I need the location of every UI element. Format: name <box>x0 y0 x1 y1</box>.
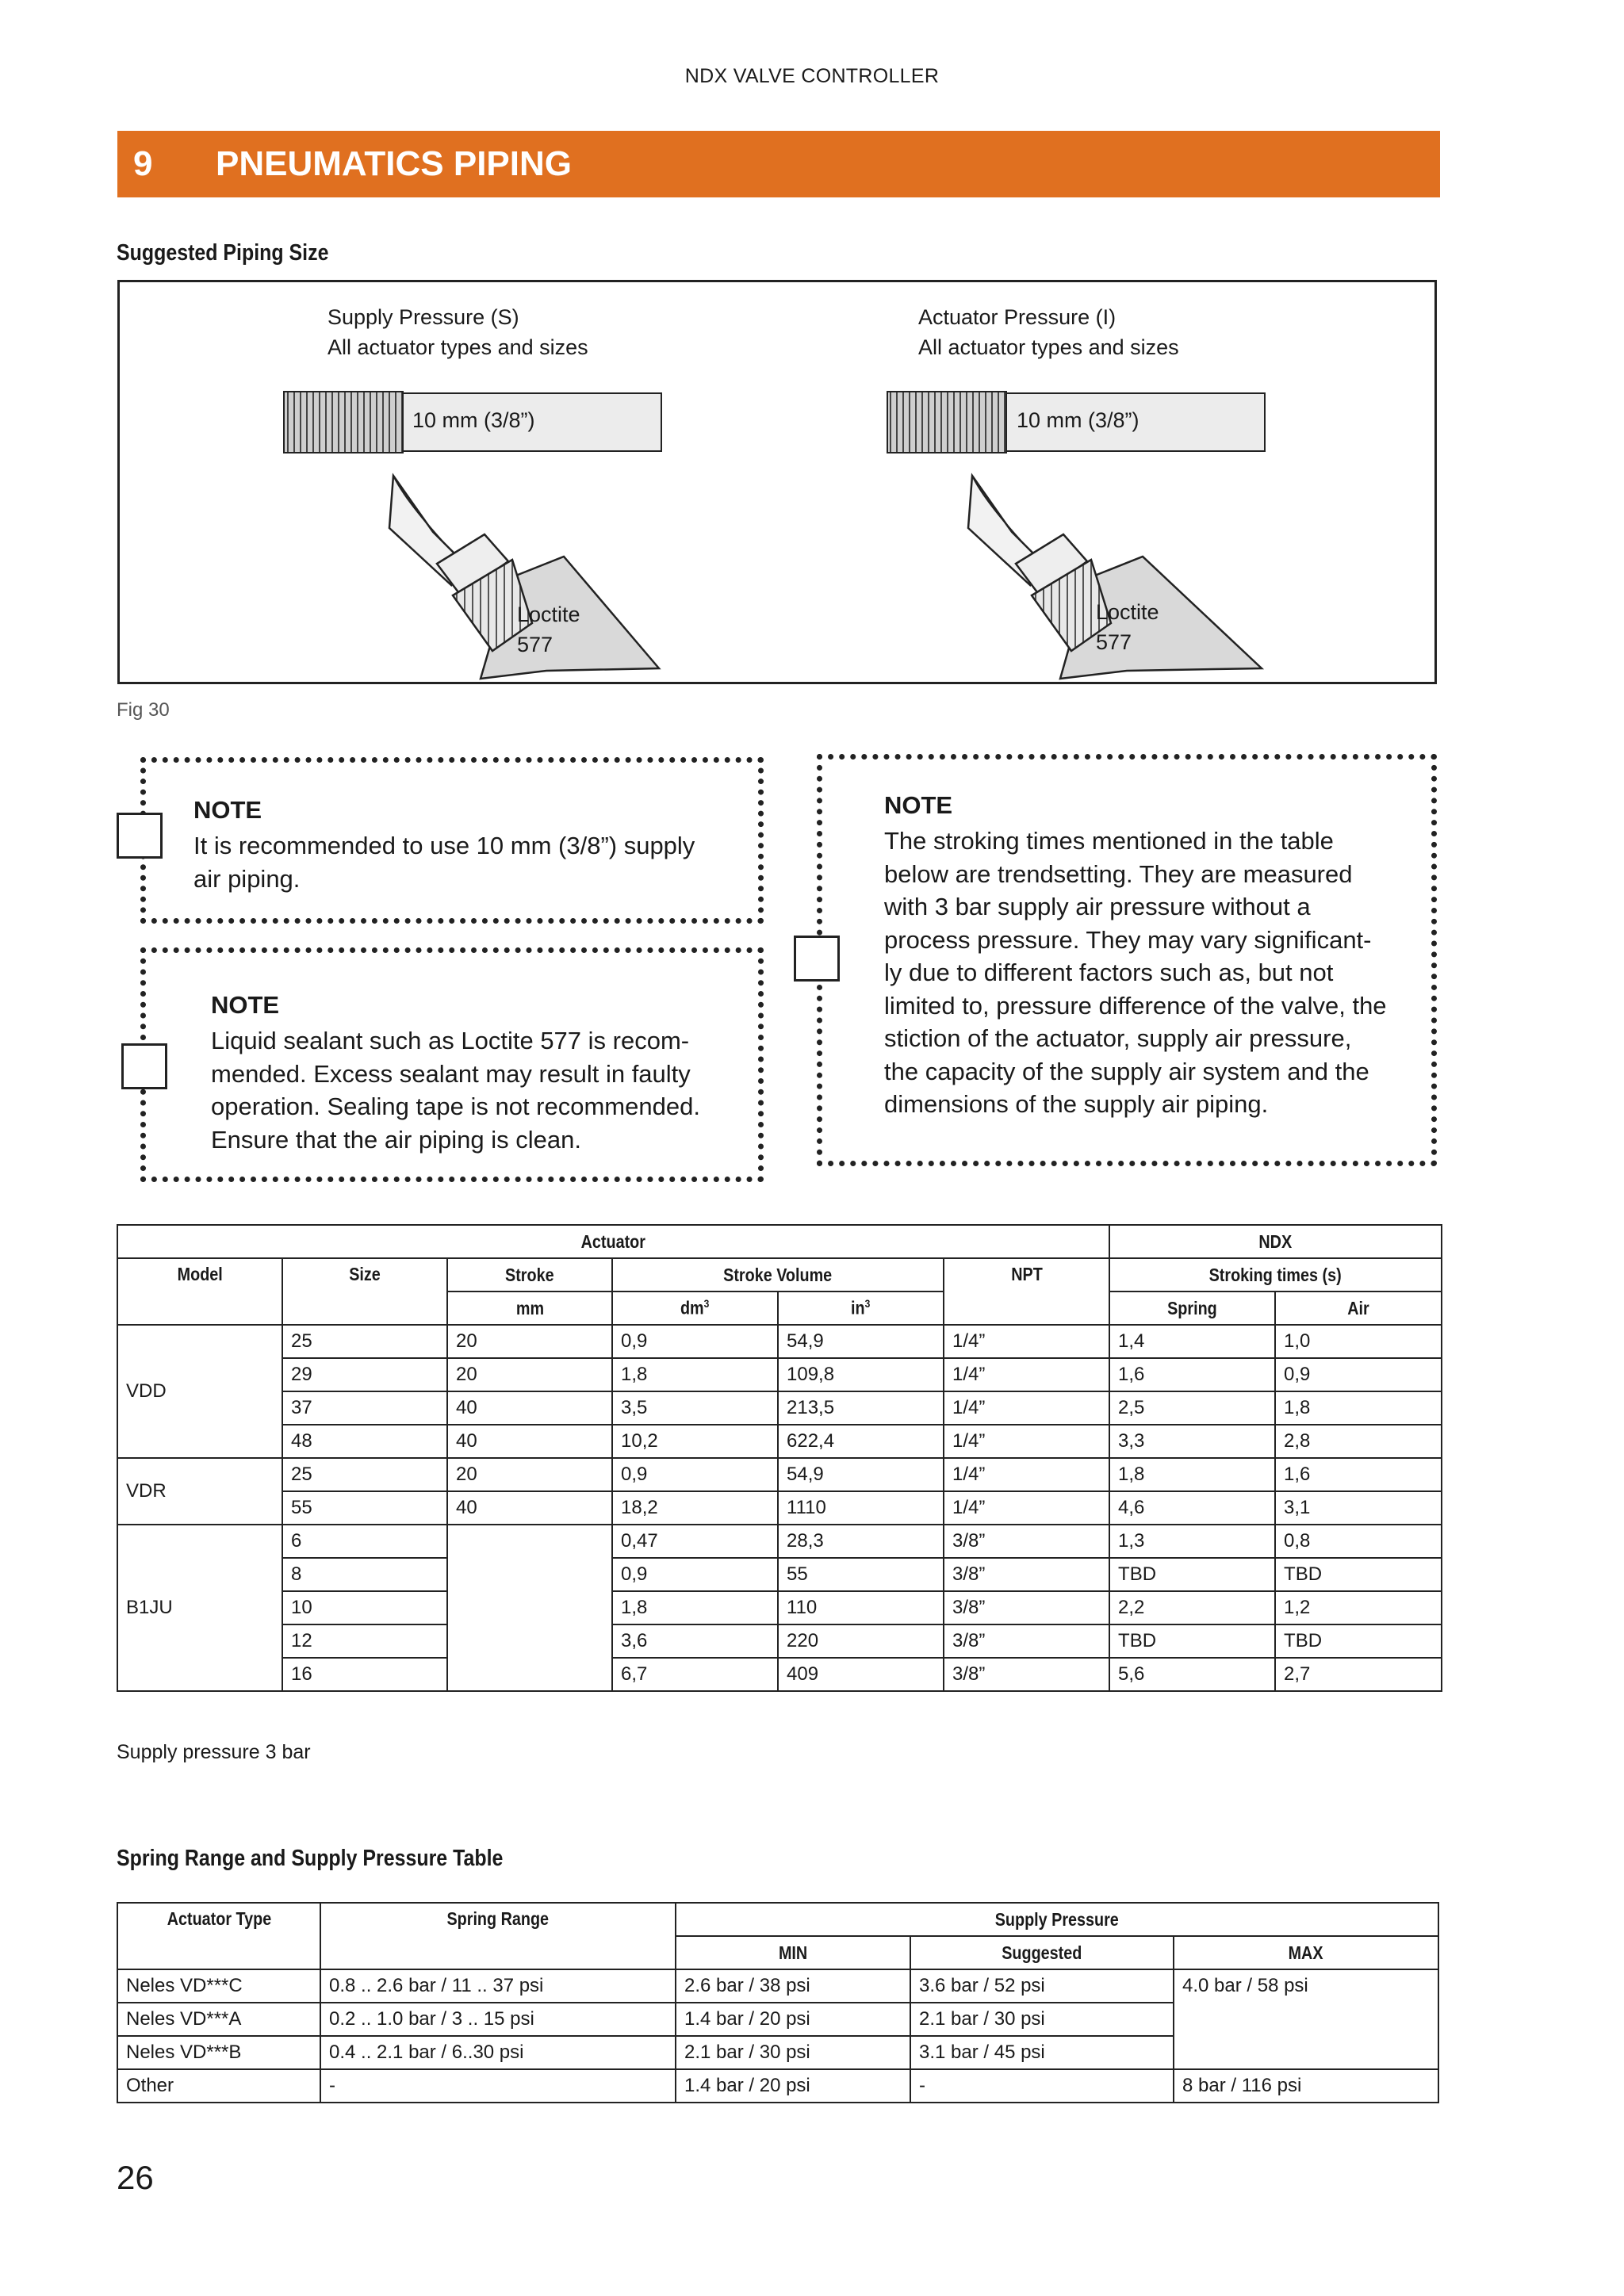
table-cell: 20 <box>447 1325 612 1358</box>
right-loctite-label: Loctite 577 <box>1096 600 1159 654</box>
table-cell: 48 <box>282 1425 447 1458</box>
table-row <box>117 1425 1442 1458</box>
spring-range-table: Actuator Type Spring Range Supply Pressure MIN Suggested MAX Neles VD***C 0.8 .. 2.6 bar / 11 .. 37 psi 2.6 bar / 38 psi 3.6 bar / 52 psi 4.0 bar / 58 psi Neles VD***A 0.2 .. 1.0 bar / 3 .. 15 psi 1.4 bar / 20 psi 2.1 bar / 30 psi Neles VD***B 0.4 .. 2.1 bar / 6..30 psi 2.1 bar / 30 psi 3.1 bar / 45 psi Other - 1.4 bar / 20 psi - 8 bar / 116 psi <box>117 1902 1439 2103</box>
table-cell: 622,4 <box>778 1425 944 1458</box>
table-cell: 20 <box>447 1358 612 1391</box>
table-cell: 0,9 <box>1275 1358 1442 1391</box>
table-cell: 1,8 <box>1109 1458 1275 1491</box>
table-cell: 1/4” <box>944 1425 1109 1458</box>
table-cell: 28,3 <box>778 1525 944 1558</box>
table-cell: 2,2 <box>1109 1591 1275 1624</box>
piping-size-title: Suggested Piping Size <box>117 240 329 266</box>
table-row: Other - 1.4 bar / 20 psi - 8 bar / 116 psi <box>117 2069 1438 2103</box>
table-cell: 213,5 <box>778 1391 944 1425</box>
table-cell: TBD <box>1109 1624 1275 1658</box>
table-cell: 1,2 <box>1275 1591 1442 1624</box>
table-cell: 54,9 <box>778 1458 944 1491</box>
section-title: PNEUMATICS PIPING <box>216 144 573 183</box>
table-cell: 1,0 <box>1275 1325 1442 1358</box>
table-cell: 1,8 <box>612 1358 778 1391</box>
table-row <box>117 1624 1442 1658</box>
piping-figure <box>117 280 1437 684</box>
table-cell: 1110 <box>778 1491 944 1525</box>
table-cell: 3/8” <box>944 1591 1109 1624</box>
note-icon <box>121 1043 167 1089</box>
table-row <box>117 1325 1442 1358</box>
table-cell: 18,2 <box>612 1491 778 1525</box>
table-cell: 5,6 <box>1109 1658 1275 1691</box>
table-cell: TBD <box>1109 1558 1275 1591</box>
page-number: 26 <box>117 2159 154 2196</box>
table-footnote: Supply pressure 3 bar <box>117 1741 311 1763</box>
table-cell: 12 <box>282 1624 447 1658</box>
table-cell: 1,6 <box>1275 1458 1442 1491</box>
table-cell: 3/8” <box>944 1624 1109 1658</box>
table-cell: 1,6 <box>1109 1358 1275 1391</box>
table-cell: 54,9 <box>778 1325 944 1358</box>
table-cell: 2,8 <box>1275 1425 1442 1458</box>
table-cell: 3,3 <box>1109 1425 1275 1458</box>
table-cell: 109,8 <box>778 1358 944 1391</box>
table-cell: 6,7 <box>612 1658 778 1691</box>
table-cell: 40 <box>447 1491 612 1525</box>
table-cell: 4,6 <box>1109 1491 1275 1525</box>
table-cell: 40 <box>447 1391 612 1425</box>
fitting-illustration <box>120 282 1434 682</box>
table-cell: 220 <box>778 1624 944 1658</box>
table-row: Neles VD***A 0.2 .. 1.0 bar / 3 .. 15 psi 1.4 bar / 20 psi 2.1 bar / 30 psi <box>117 2003 1438 2036</box>
note-stroking-times: NOTE The stroking times mentioned in the table below are trendsetting. They are measured with 3 bar supply air pressure without a process pressure. They may vary significant- ly due to different factors such as, but not limited to, pressure difference of the valve, the stiction of the actuator, supply air pressure, the capacity of the supply air system and the dimensions of the supply air piping. <box>817 754 1437 1166</box>
table-cell: 25 <box>282 1458 447 1491</box>
table-cell: 1/4” <box>944 1458 1109 1491</box>
table-row <box>117 1658 1442 1691</box>
stroke-cell <box>447 1525 612 1691</box>
table-cell: 2,5 <box>1109 1391 1275 1425</box>
table-cell: 1,8 <box>612 1591 778 1624</box>
note-piping-size: NOTE It is recommended to use 10 mm (3/8”) supply air piping. <box>140 757 764 924</box>
note-icon <box>794 936 840 982</box>
left-pipe-size: 10 mm (3/8”) <box>412 408 535 432</box>
table-row <box>117 1591 1442 1624</box>
model-cell: VDR <box>117 1458 282 1525</box>
right-pipe-size: 10 mm (3/8”) <box>1017 408 1139 432</box>
table-cell: 1,4 <box>1109 1325 1275 1358</box>
table-cell: 0,9 <box>612 1325 778 1358</box>
table-row <box>117 1391 1442 1425</box>
table-cell: 3/8” <box>944 1558 1109 1591</box>
table-cell: 110 <box>778 1591 944 1624</box>
table-row: Neles VD***C 0.8 .. 2.6 bar / 11 .. 37 psi 2.6 bar / 38 psi 3.6 bar / 52 psi 4.0 bar / 58 psi <box>117 1969 1438 2003</box>
table-cell: 10,2 <box>612 1425 778 1458</box>
running-header: NDX VALVE CONTROLLER <box>684 65 940 87</box>
table-cell: 3,6 <box>612 1624 778 1658</box>
stroking-times-table: Actuator NDX Model Size Stroke Stroke Volume NPT Stroking times (s) mm $dm^3$ $in^3$ Spring Air VDD 25 20 0,9 54,9 1/4” 1,4 1,0 29 20 1,8 109,8 1/4” 1,6 0,9 37 40 3,5 213,5 1/4” 2,5 1,8 48 40 10,2 622,4 1/4” 3,3 2,8 VDR 25 20 0,9 54,9 1/4” 1,8 1,6 55 40 18,2 1110 1/4” 4,6 3,1 B1JU 6 0,47 28,3 3/8” 1,3 0,8 8 0,9 55 3/8” TBD TBD 10 1,8 110 3/8” 2,2 1,2 12 3,6 220 3/8” TBD TBD 16 6,7 409 3/8” 5,6 2,7 <box>117 1224 1442 1692</box>
table-row <box>117 1458 1442 1491</box>
table-cell: 3,1 <box>1275 1491 1442 1525</box>
left-loctite-label: Loctite 577 <box>517 603 580 656</box>
table-cell: 3,5 <box>612 1391 778 1425</box>
table-cell: 3/8” <box>944 1525 1109 1558</box>
note-icon <box>117 813 163 859</box>
model-cell: B1JU <box>117 1525 282 1691</box>
table-cell: 3/8” <box>944 1658 1109 1691</box>
table-row: Neles VD***B 0.4 .. 2.1 bar / 6..30 psi 2.1 bar / 30 psi 3.1 bar / 45 psi <box>117 2036 1438 2069</box>
section-number: 9 <box>133 144 153 183</box>
table-cell: 1/4” <box>944 1325 1109 1358</box>
table-cell: 8 <box>282 1558 447 1591</box>
table-cell: 37 <box>282 1391 447 1425</box>
table-cell: 409 <box>778 1658 944 1691</box>
table-cell: 10 <box>282 1591 447 1624</box>
table-cell: 20 <box>447 1458 612 1491</box>
table-cell: TBD <box>1275 1558 1442 1591</box>
actuator-pressure-label: Actuator Pressure (I) All actuator types and sizes <box>918 305 1179 359</box>
table-cell: 25 <box>282 1325 447 1358</box>
table-cell: 6 <box>282 1525 447 1558</box>
table-cell: 1/4” <box>944 1491 1109 1525</box>
table-row <box>117 1358 1442 1391</box>
table-cell: 0,47 <box>612 1525 778 1558</box>
note-sealant: NOTE Liquid sealant such as Loctite 577 is recom- mended. Excess sealant may result in faulty operation. Sealing tape is not recommended. Ensure that the air piping is clean. <box>140 947 764 1182</box>
table-cell: 1/4” <box>944 1358 1109 1391</box>
table-row <box>117 1558 1442 1591</box>
table-cell: 0,8 <box>1275 1525 1442 1558</box>
table-cell: 1,3 <box>1109 1525 1275 1558</box>
table-cell: TBD <box>1275 1624 1442 1658</box>
table-cell: 0,9 <box>612 1458 778 1491</box>
table-cell: 55 <box>282 1491 447 1525</box>
supply-pressure-label: Supply Pressure (S) All actuator types and sizes <box>327 305 588 359</box>
table-row <box>117 1525 1442 1558</box>
table-cell: 29 <box>282 1358 447 1391</box>
table-cell: 1/4” <box>944 1391 1109 1425</box>
section-banner <box>117 131 1440 197</box>
table-cell: 1,8 <box>1275 1391 1442 1425</box>
figure-caption: Fig 30 <box>117 699 170 721</box>
model-cell: VDD <box>117 1325 282 1458</box>
table-cell: 16 <box>282 1658 447 1691</box>
table-cell: 2,7 <box>1275 1658 1442 1691</box>
table-row <box>117 1491 1442 1525</box>
table-cell: 40 <box>447 1425 612 1458</box>
spring-range-title: Spring Range and Supply Pressure Table <box>117 1846 504 1871</box>
table-cell: 55 <box>778 1558 944 1591</box>
table-cell: 0,9 <box>612 1558 778 1591</box>
